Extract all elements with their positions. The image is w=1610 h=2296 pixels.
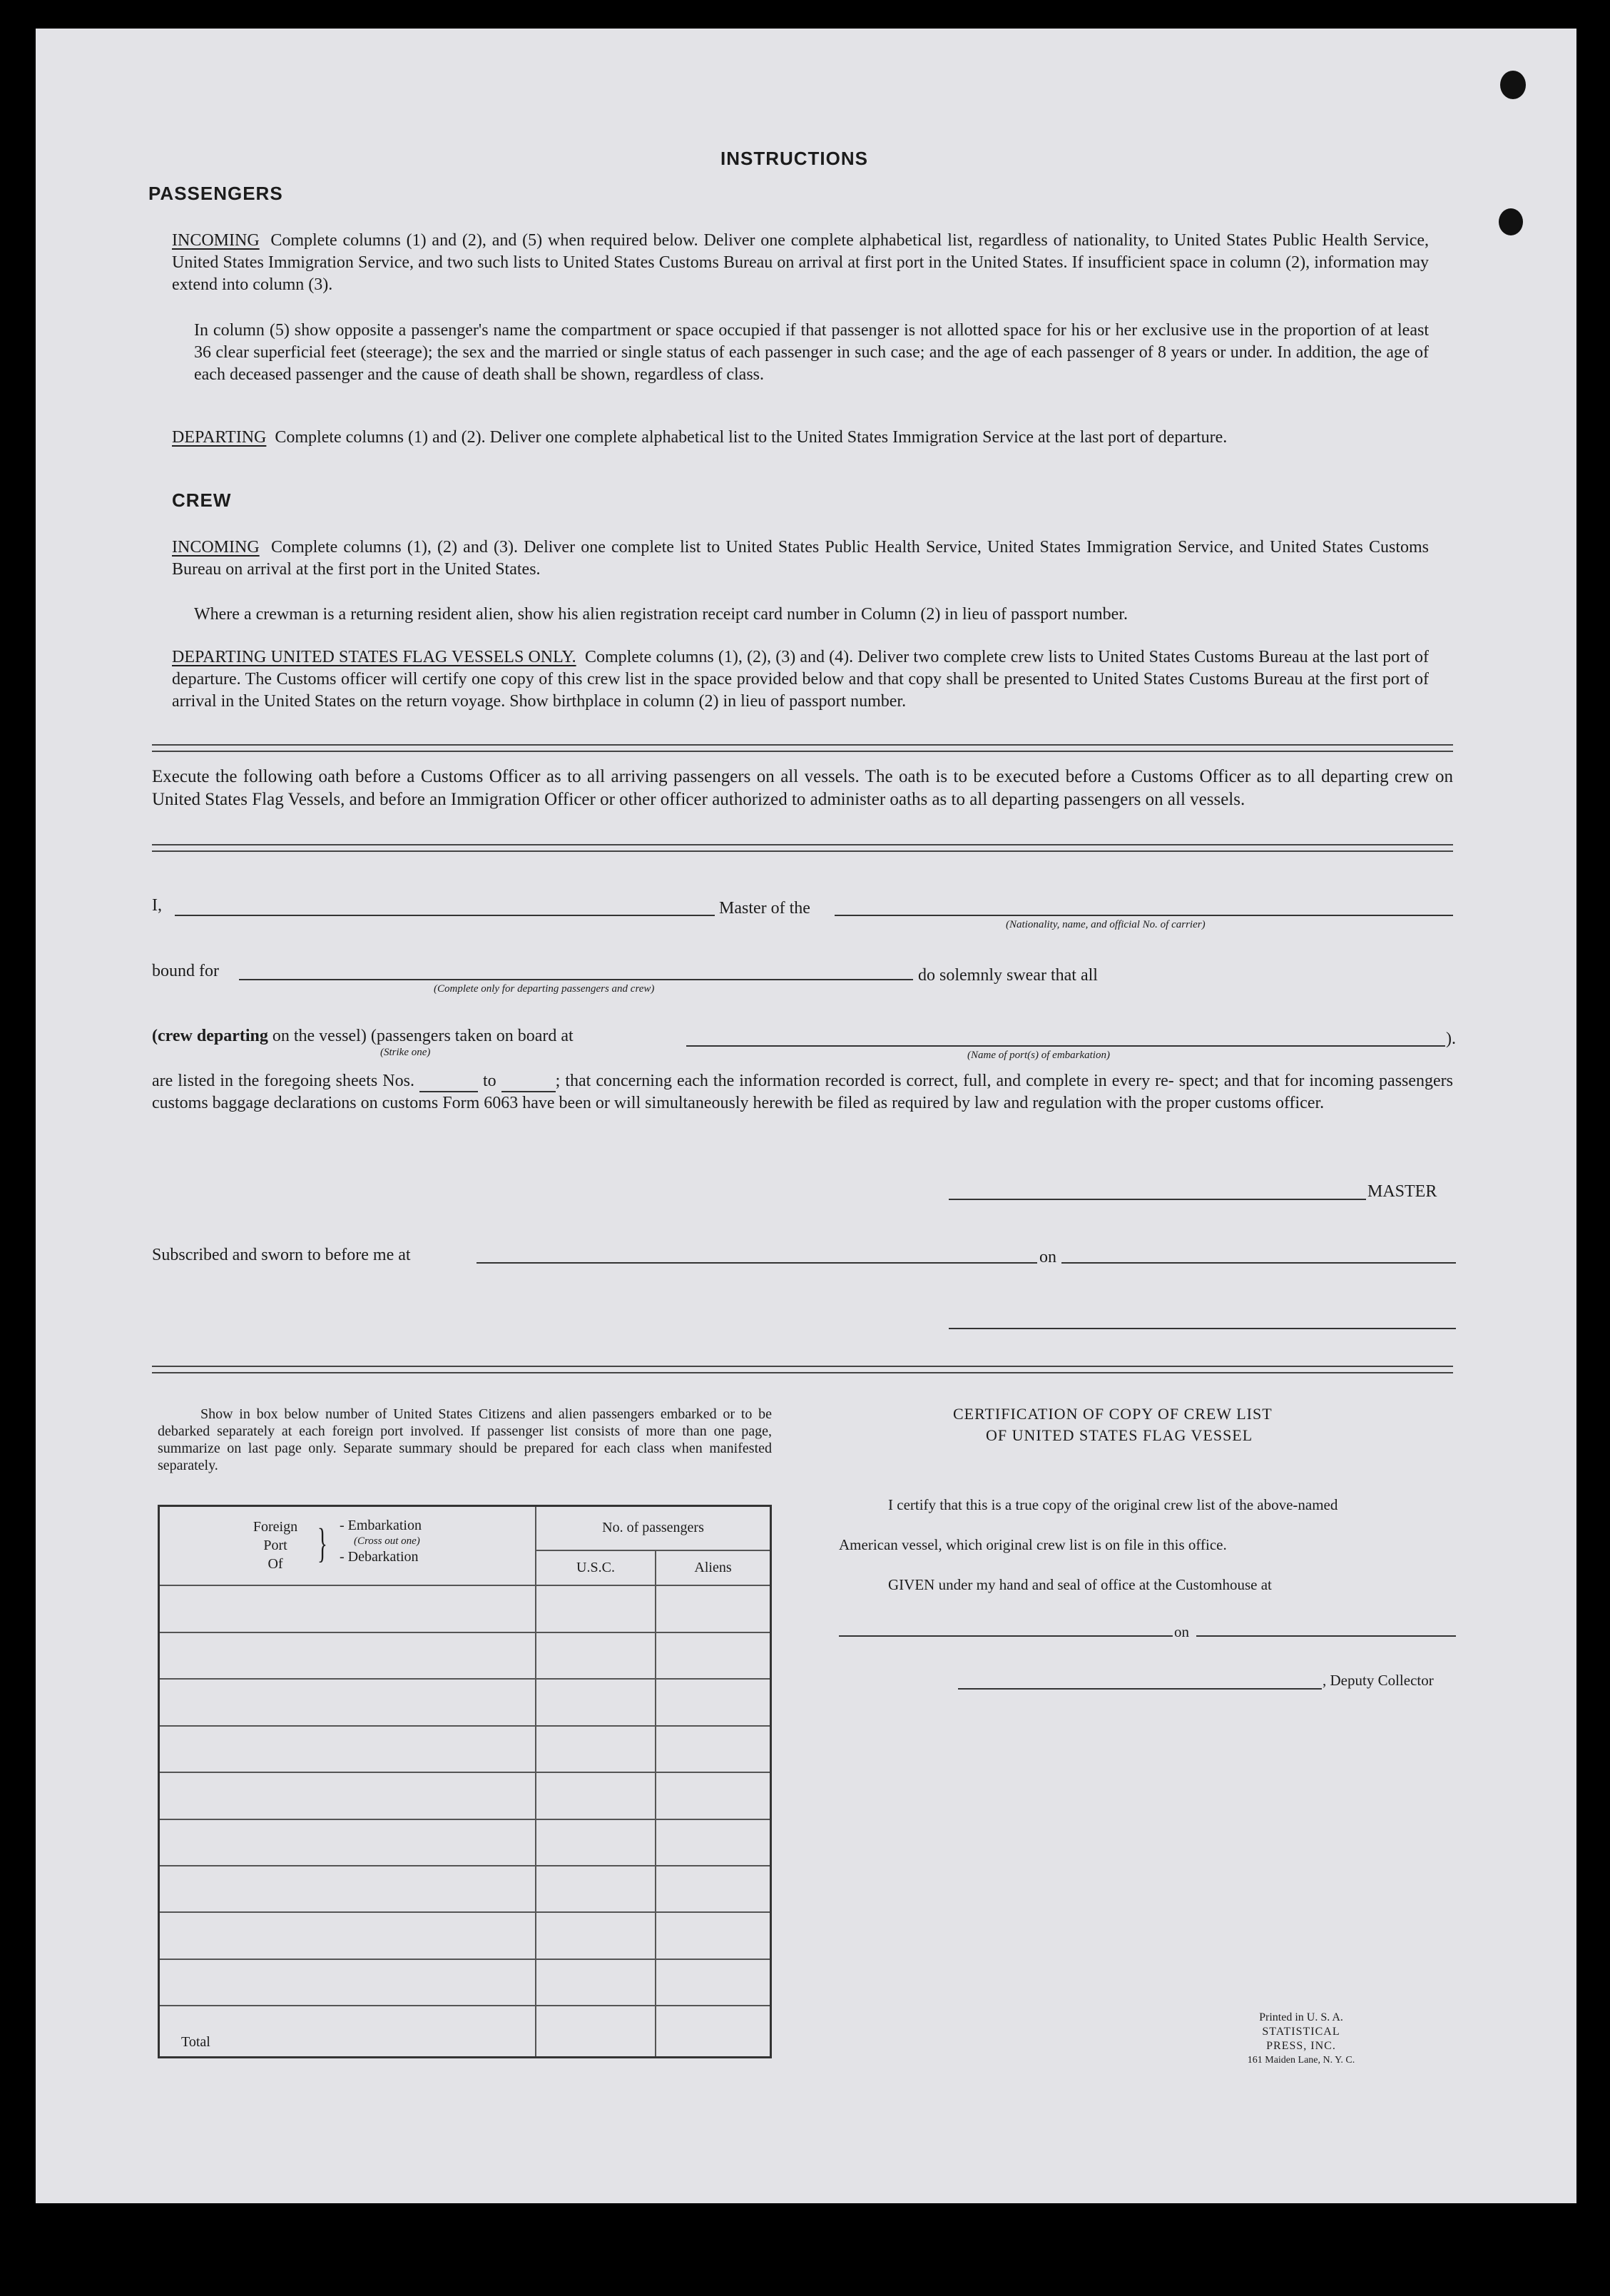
total-row [159, 2006, 771, 2057]
sheet-to-field[interactable] [501, 1078, 556, 1092]
crew-incoming-text: Complete columns (1), (2) and (3). Deliver one complete list to United States Public Health Service, United States Immigration Service, and United States Customs Bureau on arrival at the first port in the United States. [172, 538, 1429, 579]
no-of-passengers-header: No. of passengers [536, 1506, 771, 1550]
section-divider [152, 1366, 1453, 1373]
subscribed-label: Subscribed and sworn to before me at [152, 1246, 411, 1264]
listed-text-c: spect; and that for incoming passengers customs baggage declarations on customs Form 6063 have been or will simultaneously herewith be filed as required by law and regulation with the proper customs officer. [152, 1072, 1454, 1112]
punch-hole [1500, 71, 1526, 99]
table-row [159, 1726, 771, 1772]
printer-line-3: 161 Maiden Lane, N. Y. C. [1247, 2055, 1355, 2066]
bound-for-caption: (Complete only for departing passengers and crew) [434, 983, 655, 995]
aliens-cell[interactable] [656, 1866, 771, 1912]
of-label: Of [268, 1555, 283, 1572]
port-label: Port [263, 1537, 287, 1553]
port-cell[interactable] [159, 1679, 536, 1725]
aliens-cell[interactable] [656, 1819, 771, 1866]
oath-instructions: Execute the following oath before a Customs Officer as to all arriving passengers on all vessels. The oath is to be executed before a Customs Officer as to all departing crew on United States Flag Vessels, and before an Immigration Officer or other officer authorized to administer oaths as to all departing passengers on all vessels. [152, 767, 1453, 809]
oath-i-label: I, [152, 896, 162, 915]
total-label: Total [159, 2006, 536, 2057]
port-cell[interactable] [159, 1819, 536, 1866]
sheet-from-field[interactable] [419, 1078, 478, 1092]
table-row [159, 1866, 771, 1912]
listed-paragraph [152, 1070, 1453, 1114]
usc-cell[interactable] [536, 1632, 656, 1679]
master-signature-field[interactable] [949, 1199, 1366, 1200]
table-row [159, 1959, 771, 2006]
section-divider [152, 744, 1453, 752]
crew-incoming-paragraph [172, 537, 1429, 581]
sworn-place-field[interactable] [477, 1262, 1037, 1264]
table-row [159, 1632, 771, 1679]
crew-departing-label: DEPARTING UNITED STATES FLAG VESSELS ONLY. [172, 648, 576, 666]
close-paren: ). [1446, 1030, 1456, 1048]
usc-cell[interactable] [536, 1726, 656, 1772]
usc-cell[interactable] [536, 1679, 656, 1725]
listed-text-a: are listed in the foregoing sheets Nos. [152, 1072, 414, 1090]
certify-text-b: American vessel, which original crew list is on file in this office. [839, 1536, 1227, 1553]
usc-cell[interactable] [536, 1819, 656, 1866]
bound-for-label: bound for [152, 962, 219, 980]
master-of-the-label: Master of the [719, 899, 810, 918]
embarkation-option[interactable]: - Embarkation [340, 1517, 422, 1533]
certify-text-a: I certify that this is a true copy of the original crew list of the above-named [888, 1496, 1338, 1513]
debarkation-option[interactable]: - Debarkation [340, 1548, 419, 1565]
usc-cell[interactable] [536, 1772, 656, 1819]
usc-header: U.S.C. [536, 1550, 656, 1586]
carrier-field[interactable] [835, 915, 1453, 916]
crew-incoming-label: INCOMING [172, 538, 260, 557]
port-cell[interactable] [159, 1772, 536, 1819]
deputy-collector-label: , Deputy Collector [1323, 1672, 1434, 1689]
foreign-label: Foreign [253, 1518, 298, 1535]
crew-departing-option [152, 1025, 574, 1047]
passengers-incoming-paragraph [172, 230, 1429, 296]
passengers-column5-text: In column (5) show opposite a passenger's name the compartment or space occupied if that passenger is not allotted space for his or her exclusive use in the proportion of at least 36 clear superficial feet (steerage); the sex and the married or single status of each passenger in such case; and the age of each passenger of 8 years or under. In addition, the age of each deceased passenger and the cause of death shall be shown, regardless of class. [194, 321, 1429, 384]
given-text: GIVEN under my hand and seal of office at the Customhouse at [888, 1576, 1272, 1593]
cert-date-field[interactable] [1196, 1635, 1456, 1637]
port-caption: (Name of port(s) of embarkation) [967, 1050, 1110, 1061]
listed-to: to [482, 1072, 496, 1090]
printer-line-1: Printed in U. S. A. [1259, 2011, 1343, 2023]
table-row [159, 1679, 771, 1725]
certification-title-1: CERTIFICATION OF COPY OF CREW LIST [953, 1405, 1273, 1423]
printer-imprint [1244, 2011, 1358, 2068]
usc-cell[interactable] [536, 1585, 656, 1632]
strike-caption: (Strike one) [380, 1047, 431, 1058]
passengers-incoming-label: INCOMING [172, 231, 260, 250]
aliens-cell[interactable] [656, 1679, 771, 1725]
officer-signature-field[interactable] [949, 1328, 1456, 1329]
crew-departing-paragraph [172, 646, 1429, 713]
aliens-cell[interactable] [656, 1912, 771, 1959]
brace-icon: } [317, 1519, 327, 1566]
on-the-vessel-text: on the vessel) [272, 1027, 367, 1045]
certification-title-2: OF UNITED STATES FLAG VESSEL [986, 1426, 1253, 1444]
aliens-cell[interactable] [656, 1585, 771, 1632]
passengers-heading: PASSENGERS [148, 183, 283, 204]
master-name-field[interactable] [175, 915, 715, 916]
printer-line-2: STATISTICAL PRESS, INC. [1262, 2026, 1340, 2052]
table-row [159, 1912, 771, 1959]
port-cell[interactable] [159, 1959, 536, 2006]
listed-text-b: ; that concerning each the information recorded is correct, full, and complete in every re- [555, 1072, 1174, 1090]
swear-text: do solemnly swear that all [918, 966, 1098, 985]
summary-instructions: Show in box below number of United States Citizens and alien passengers embarked or to be debarked separately at each foreign port involved. If passenger list consists of more than one page, summarize on last page only. Separate summary should be prepared for each class when manifested separately. [158, 1406, 772, 1473]
port-cell[interactable] [159, 1866, 536, 1912]
usc-cell[interactable] [536, 1959, 656, 2006]
crew-heading: CREW [172, 489, 232, 511]
customhouse-field[interactable] [839, 1635, 1173, 1637]
usc-cell[interactable] [536, 1912, 656, 1959]
aliens-total-cell[interactable] [656, 2006, 771, 2057]
aliens-cell[interactable] [656, 1726, 771, 1772]
port-cell[interactable] [159, 1912, 536, 1959]
master-label: MASTER [1367, 1182, 1437, 1201]
table-row [159, 1819, 771, 1866]
crew-departing-text: (crew departing [152, 1027, 268, 1045]
passengers-departing-label: DEPARTING [172, 428, 267, 447]
foreign-port-header [159, 1506, 536, 1586]
passengers-incoming-text: Complete columns (1) and (2), and (5) when required below. Deliver one complete alphabetical list, regardless of nationality, to United States Public Health Service, United States Immigration Service, and two such lists to United States Customs Bureau on arrival at first port in the United States. If insufficient space in column (2), information may extend into column (3). [172, 231, 1430, 294]
port-cell[interactable] [159, 1585, 536, 1632]
port-cell[interactable] [159, 1726, 536, 1772]
cross-out-caption: (Cross out one) [354, 1535, 420, 1547]
usc-cell[interactable] [536, 1866, 656, 1912]
cert-on-label: on [1174, 1623, 1189, 1640]
aliens-header: Aliens [656, 1550, 771, 1586]
passengers-departing-text: Complete columns (1) and (2). Deliver one complete alphabetical list to the United States Immigration Service at the last port of departure. [275, 428, 1228, 447]
table-row [159, 1585, 771, 1632]
sworn-on-label: on [1039, 1248, 1056, 1266]
passenger-summary-table [158, 1505, 772, 2058]
aliens-cell[interactable] [656, 1772, 771, 1819]
section-divider [152, 844, 1453, 852]
aliens-cell[interactable] [656, 1959, 771, 2006]
deputy-collector-signature[interactable] [958, 1688, 1322, 1690]
punch-hole [1499, 208, 1523, 235]
carrier-caption: (Nationality, name, and official No. of carrier) [1006, 919, 1206, 930]
aliens-cell[interactable] [656, 1632, 771, 1679]
sworn-date-field[interactable] [1061, 1262, 1456, 1264]
passengers-departing-paragraph [172, 427, 1429, 449]
embarkation-port-field[interactable] [686, 1045, 1445, 1047]
table-row [159, 1772, 771, 1819]
port-cell[interactable] [159, 1632, 536, 1679]
instructions-title: INSTRUCTIONS [720, 148, 868, 169]
passengers-taken-text: (passengers taken on board at [370, 1027, 574, 1045]
crew-resident-text: Where a crewman is a returning resident alien, show his alien registration receipt card number in Column (2) in lieu of passport number. [194, 605, 1128, 624]
crew-departing-text: Complete columns (1), (2), (3) and (4). Deliver two complete crew lists to United States Customs Bureau at the last port of departure. The Customs officer will certify one copy of this crew list in the space provided below and that copy shall be presented to United States Customs Bureau at the first port of arrival in the United States on the return voyage. Show birthplace in column (2) in lieu of passport number. [172, 648, 1430, 711]
usc-total-cell[interactable] [536, 2006, 656, 2057]
bound-for-field[interactable] [239, 979, 913, 980]
